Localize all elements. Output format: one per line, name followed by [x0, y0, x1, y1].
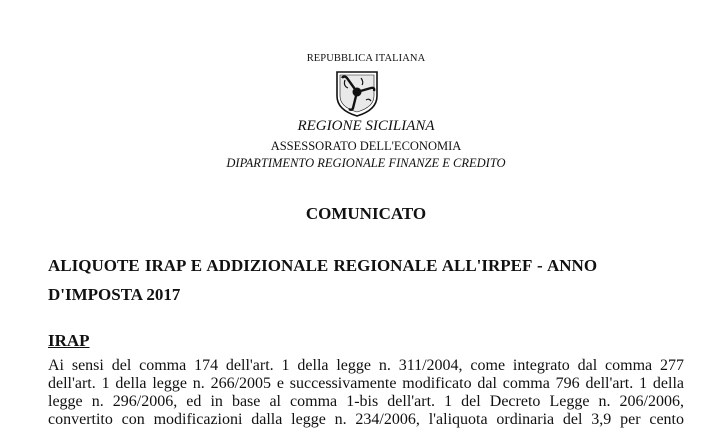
- body-text-line: Ai sensi del comma 174 dell'art. 1 della legge n. 311/2004, come integrato dal comma 277: [48, 357, 684, 374]
- document-title-line-1: ALIQUOTE IRAP E ADDIZIONALE REGIONALE ALL'IRPEF - ANNO: [48, 256, 598, 275]
- document-heading: COMUNICATO: [305, 204, 427, 223]
- republic-label: REPUBBLICA ITALIANA: [306, 53, 426, 64]
- document-title-line-2: D'IMPOSTA 2017: [48, 285, 181, 304]
- trinacria-emblem-icon: [331, 66, 383, 118]
- body-text-line: legge n. 296/2006, ed in base al comma 1-bis dell'art. 1 del Decreto Legge n. 206/2006,: [48, 393, 684, 410]
- department-name: DIPARTIMENTO REGIONALE FINANZE E CREDITO: [226, 156, 506, 170]
- section-title-irap: IRAP: [48, 331, 90, 350]
- body-text-line: convertito con modificazioni dalla legge n. 234/2006, l'aliquota ordinaria del 3,9 per cento: [48, 411, 684, 428]
- body-text-line: dell'art. 1 della legge n. 266/2005 e successivamente modificato dal comma 796 dell'art. 1 della: [48, 375, 684, 392]
- region-name: REGIONE SICILIANA: [297, 118, 435, 134]
- assessorato-name: ASSESSORATO DELL'ECONOMIA: [270, 139, 462, 153]
